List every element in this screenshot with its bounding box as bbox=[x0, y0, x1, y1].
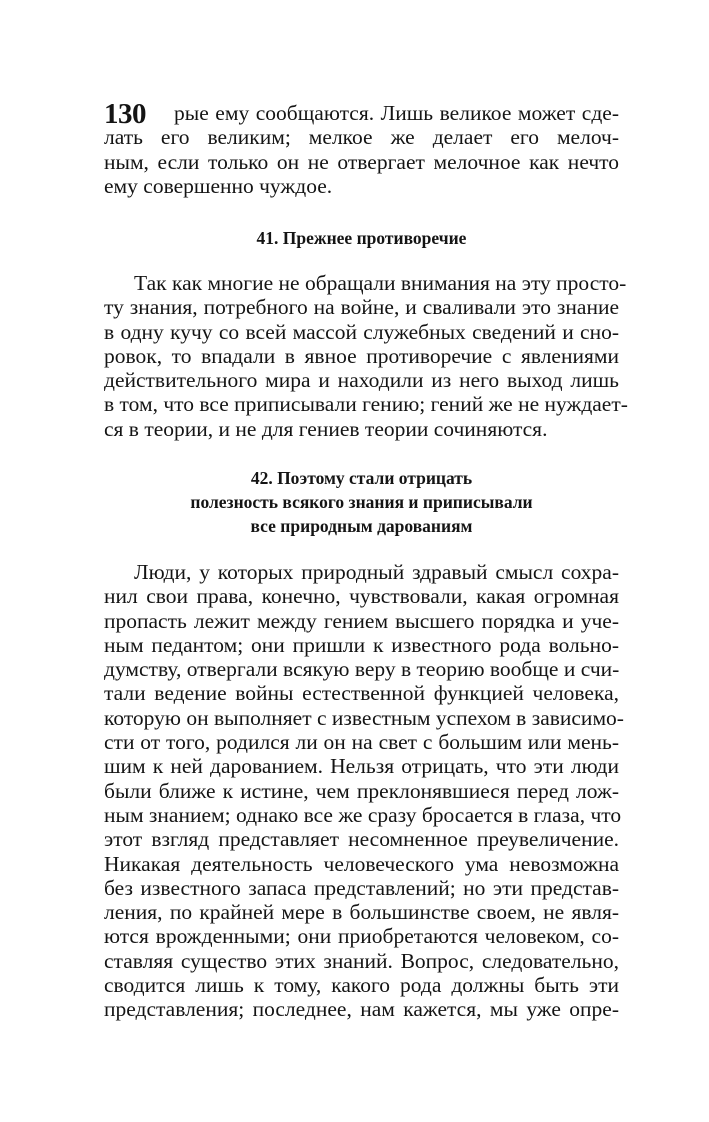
text-line: ему совершенно чуждое. bbox=[104, 173, 333, 198]
text-line: тали ведение войны естественной функцией человека, bbox=[104, 681, 619, 706]
heading-line: 41. Прежнее противоречие bbox=[256, 228, 467, 248]
text-line: без известного запаса представлений; но эти представ- bbox=[104, 875, 619, 900]
text-line: в том, что все приписывали гению; гений же не нуждает- bbox=[104, 392, 628, 417]
heading-line: 42. Поэтому стали отрицать bbox=[250, 468, 473, 488]
section-41-paragraph bbox=[104, 271, 628, 441]
text-line: шим к ней дарованием. Нельзя отрицать, что эти люди bbox=[104, 754, 619, 779]
heading-line: полезность всякого знания и приписывали bbox=[190, 492, 533, 512]
text-line: ровок, то впадали в явное противоречие с явлениями bbox=[104, 343, 619, 368]
text-line: представления; последнее, нам кажется, мы уже опре- bbox=[104, 997, 619, 1022]
text-line: ления, по крайней мере в большинстве своем, не явля- bbox=[104, 900, 619, 925]
text-line: сти от того, родился ли он на свет с большим или мень- bbox=[104, 730, 619, 755]
text-line: лать его великим; мелкое же делает его мелоч- bbox=[104, 125, 619, 150]
text-line: были ближе к истине, чем преклонявшиеся перед лож- bbox=[104, 778, 619, 803]
page-number: 130 bbox=[104, 98, 146, 130]
text-line: которую он выполняет с известным успехом в зависимо- bbox=[104, 705, 624, 730]
text-line: этот взгляд представляет несомненное преувеличение. bbox=[104, 827, 619, 852]
text-line: нил свои права, конечно, чувствовали, какая огромная bbox=[104, 584, 619, 609]
text-line: ным педантом; они пришли к известного рода вольно- bbox=[104, 632, 619, 657]
text-line: пропасть лежит между гением высшего порядка и уче- bbox=[104, 608, 619, 633]
text-line: в одну кучу со всей массой служебных сведений и сно- bbox=[104, 319, 619, 344]
text-line: Никакая деятельность человеческого ума невозможна bbox=[104, 851, 619, 876]
text-line: думству, отвергали всякую веру в теорию вообще и счи- bbox=[104, 657, 620, 682]
section-41-heading bbox=[104, 226, 619, 250]
text-line: действительного мира и находили из него выход лишь bbox=[104, 368, 619, 393]
text-line: ются врожденными; они приобретаются человеком, со- bbox=[104, 924, 619, 949]
heading-line: все природным дарованиям bbox=[250, 516, 473, 536]
text-line: рые ему сообщаются. Лишь великое может сде- bbox=[174, 101, 619, 125]
text-line: ту знания, потребного на войне, и сваливали это знание bbox=[104, 295, 619, 320]
section-42-heading bbox=[104, 466, 619, 538]
section-42-paragraph bbox=[104, 560, 624, 1022]
text-line: ставляя существо этих знаний. Вопрос, следовательно, bbox=[104, 948, 619, 973]
text-line: ным, если только он не отвергает мелочное как нечто bbox=[104, 149, 619, 174]
text-line: ным знанием; однако все же сразу бросается в глаза, что bbox=[104, 802, 622, 827]
text-line: ся в теории, и не для гениев теории сочиняются. bbox=[104, 416, 548, 441]
continuation-paragraph bbox=[104, 101, 619, 198]
text-line: Так как многие не обращали внимания на эту просто- bbox=[134, 271, 627, 295]
text-line: Люди, у которых природный здравый смысл сохра- bbox=[134, 560, 619, 584]
text-line: сводится лишь к тому, какого рода должны быть эти bbox=[104, 973, 619, 998]
